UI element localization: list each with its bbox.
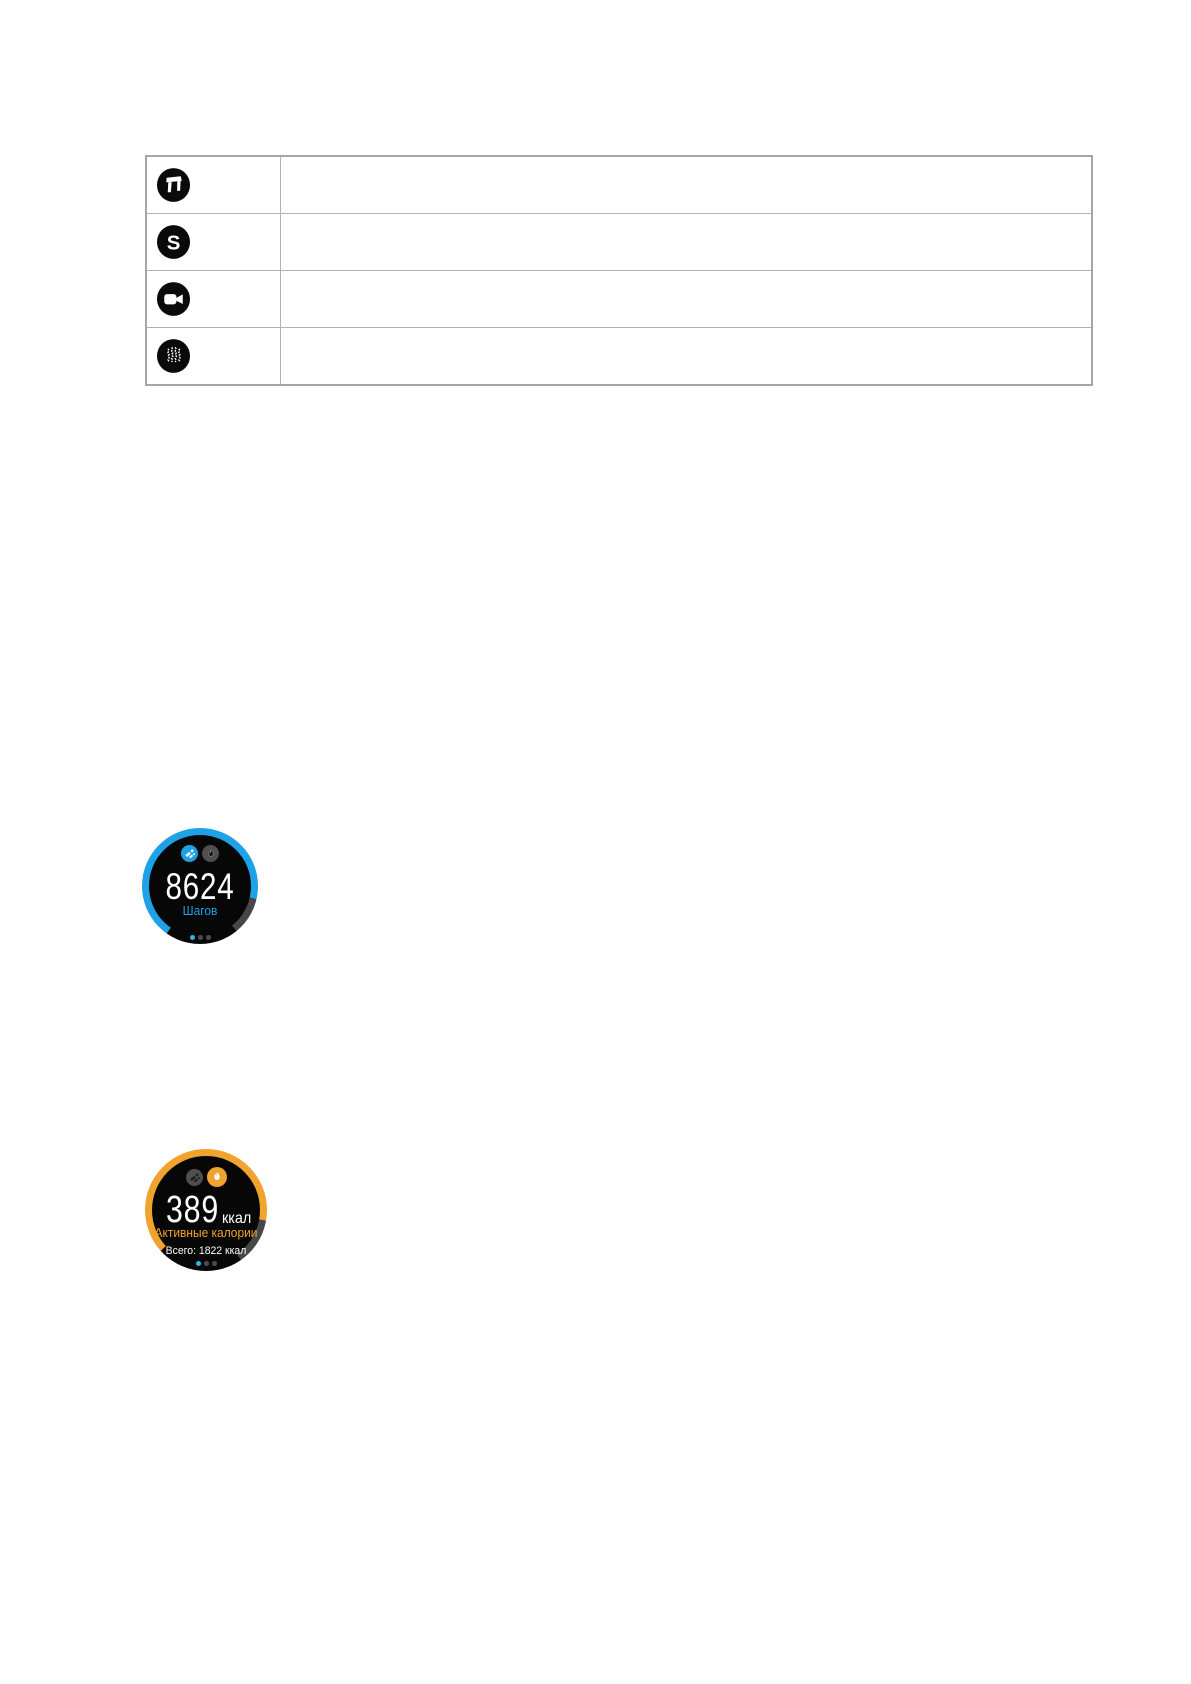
foot-pod-icon	[156, 281, 191, 317]
watch-top-icons	[142, 845, 258, 862]
page-dot	[212, 1261, 217, 1266]
stryd-pod-icon	[156, 224, 191, 260]
table-row	[146, 214, 1092, 271]
table-row	[146, 328, 1092, 386]
table-cell-text	[281, 156, 1093, 214]
steps-label: Шагов	[182, 903, 218, 918]
bike-pod-icon	[156, 167, 191, 203]
page-indicator	[145, 1261, 267, 1266]
pods-table	[145, 155, 1093, 386]
page-dot	[206, 935, 211, 940]
steps-icon	[186, 1169, 203, 1186]
calories-value-row	[145, 1191, 267, 1229]
watch-face-calories	[145, 1149, 267, 1271]
watch-top-icons	[145, 1167, 267, 1187]
steps-icon	[181, 845, 198, 862]
table-cell-text	[281, 214, 1093, 271]
power-pod-icon	[156, 338, 191, 374]
steps-value: 8624	[165, 866, 235, 907]
flame-icon	[207, 1167, 227, 1187]
page-dot-active	[190, 935, 195, 940]
page-dot	[204, 1261, 209, 1266]
calories-unit: ккал	[221, 1210, 252, 1227]
page-indicator	[142, 935, 258, 940]
calories-value: 389	[165, 1189, 219, 1231]
table-cell-text	[281, 328, 1093, 386]
calories-label: Активные калории	[154, 1225, 258, 1240]
page-dot	[198, 935, 203, 940]
table-row	[146, 271, 1092, 328]
stryd-letter: S	[166, 232, 181, 255]
page-dot-active	[196, 1261, 201, 1266]
table-row	[146, 156, 1092, 214]
calories-total-label: Всего: 1822 ккал	[165, 1245, 247, 1257]
watch-face-steps	[142, 828, 258, 944]
flame-icon	[202, 845, 219, 862]
table-cell-text	[281, 271, 1093, 328]
